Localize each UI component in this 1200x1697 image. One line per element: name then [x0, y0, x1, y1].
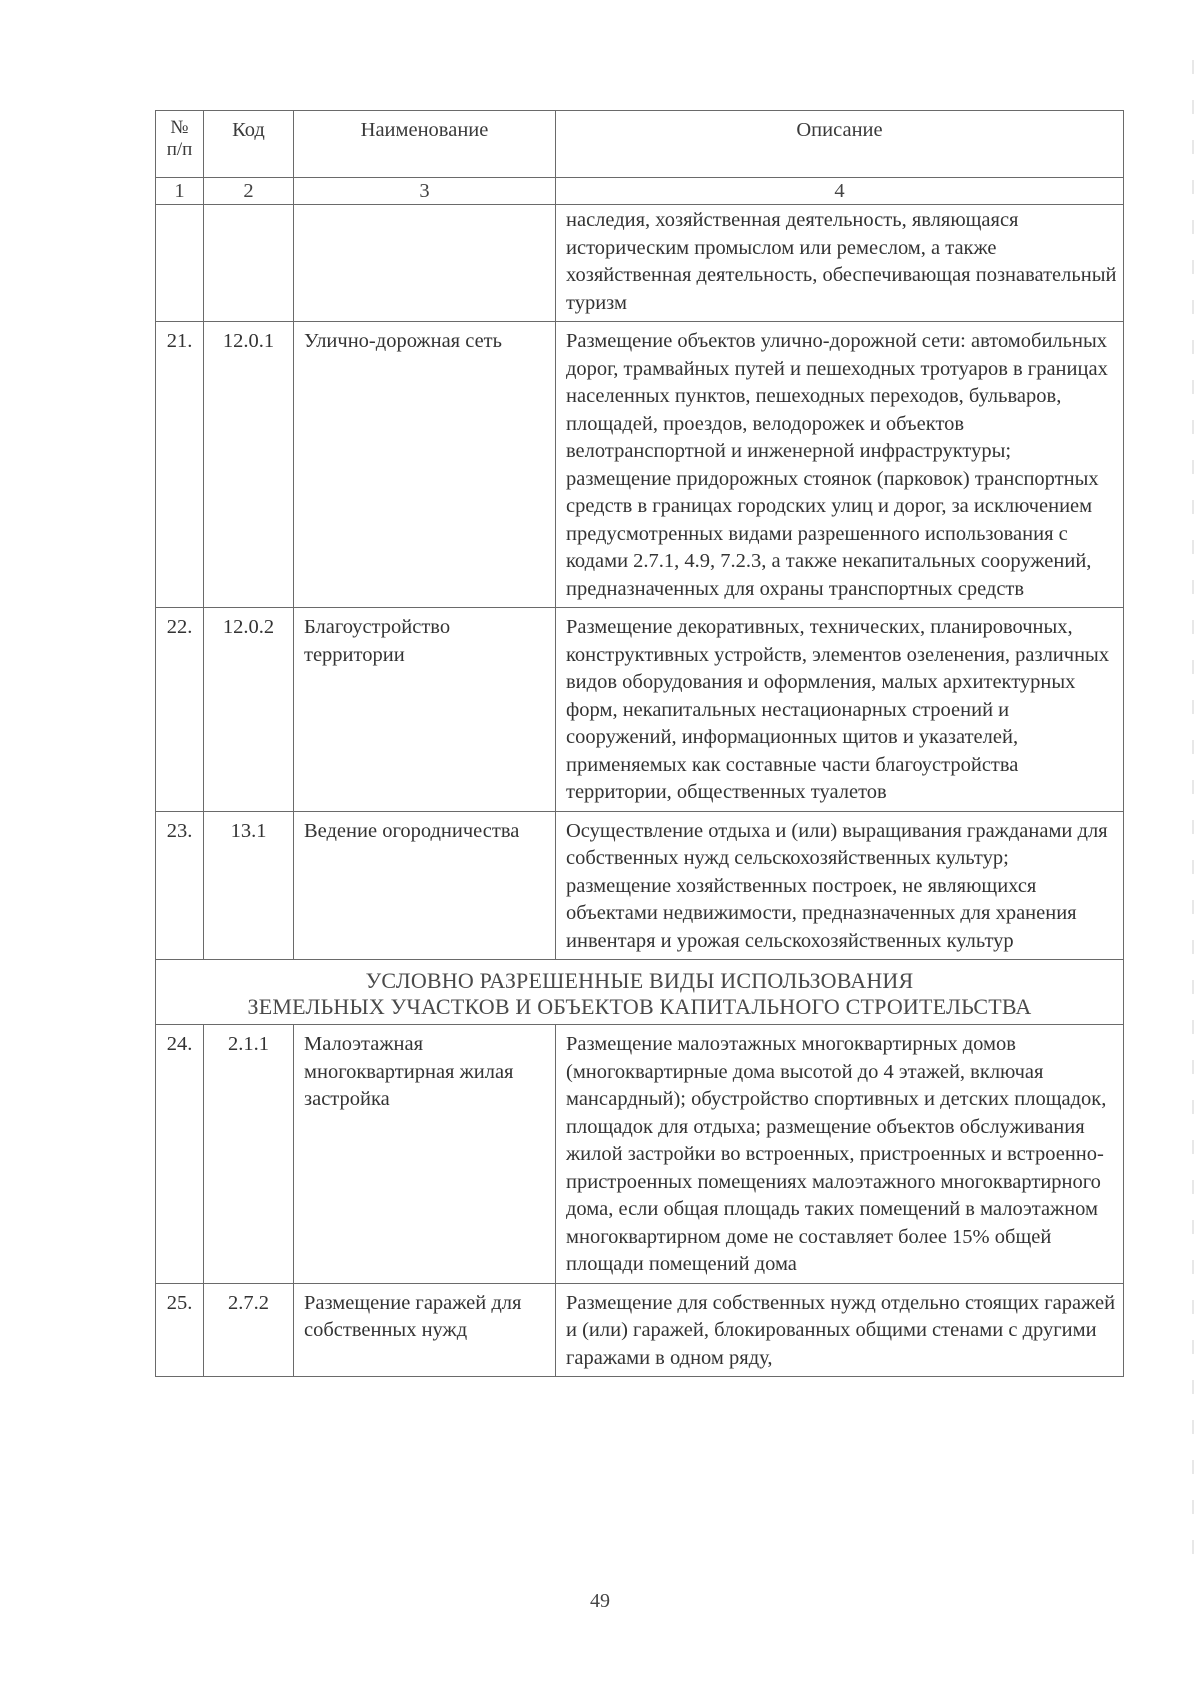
section-heading-row — [156, 960, 1124, 1025]
row-number: 24. — [156, 1025, 204, 1284]
header-code: Код — [204, 111, 294, 178]
row-code: 2.1.1 — [204, 1025, 294, 1284]
table-row — [156, 811, 1124, 960]
row-number: 23. — [156, 811, 204, 960]
row-code: 12.0.1 — [204, 322, 294, 608]
column-number: 3 — [294, 178, 556, 205]
column-number-row — [156, 178, 1124, 205]
column-number: 4 — [556, 178, 1124, 205]
row-description: Размещение для собственных нужд отдельно стоящих гаражей и (или) гаражей, блокированных общими стенами с другими гаражами в одном ряду, — [556, 1283, 1124, 1377]
section-heading-line2: ЗЕМЕЛЬНЫХ УЧАСТКОВ И ОБЪЕКТОВ КАПИТАЛЬНОГО СТРОИТЕЛЬСТВА — [247, 994, 1032, 1019]
row-code: 2.7.2 — [204, 1283, 294, 1377]
scan-edge-artifact — [1192, 60, 1194, 1560]
row-description: Размещение малоэтажных многоквартирных домов (многоквартирные дома высотой до 4 этажей, включая мансардный); обустройство спортивных и детских площадок, площадок для отдыха; размещение объектов обслуживания жилой застройки во встроенных, пристроенных и встроенно-пристроенных помещениях малоэтажного многоквартирного дома, если общая площадь таких помещений в малоэтажном многоквартирном доме не составляет более 15% общей площади помещений дома — [556, 1025, 1124, 1284]
header-name: Наименование — [294, 111, 556, 178]
row-name: Малоэтажная многоквартирная жилая застройка — [294, 1025, 556, 1284]
land-use-table — [155, 110, 1124, 1377]
header-num: № п/п — [156, 111, 204, 178]
page-number: 49 — [590, 1590, 610, 1612]
row-description: Размещение объектов улично-дорожной сети: автомобильных дорог, трамвайных путей и пешеходных тротуаров в границах населенных пунктов, пешеходных переходов, бульваров, площадей, проездов, велодорожек и объектов велотранспортной и инженерной инфраструктуры; размещение придорожных стоянок (парковок) транспортных средств в границах городских улиц и дорог, за исключением предусмотренных видами разрешенного использования с кодами 2.7.1, 4.9, 7.2.3, а также некапитальных сооружений, предназначенных для охраны транспортных средств — [556, 322, 1124, 608]
row-name: Ведение огородничества — [294, 811, 556, 960]
table-row-continuation — [156, 205, 1124, 322]
table-row — [156, 1025, 1124, 1284]
table-row — [156, 1283, 1124, 1377]
row-name: Размещение гаражей для собственных нужд — [294, 1283, 556, 1377]
row-description: наследия, хозяйственная деятельность, являющаяся историческим промыслом или ремеслом, а также хозяйственная деятельность, обеспечивающая познавательный туризм — [556, 205, 1124, 322]
row-name: Улично-дорожная сеть — [294, 322, 556, 608]
row-number: 22. — [156, 608, 204, 812]
row-code: 12.0.2 — [204, 608, 294, 812]
section-heading-line1: УСЛОВНО РАЗРЕШЕННЫЕ ВИДЫ ИСПОЛЬЗОВАНИЯ — [365, 968, 914, 993]
table-row — [156, 322, 1124, 608]
header-description: Описание — [556, 111, 1124, 178]
row-number: 21. — [156, 322, 204, 608]
table-header-row — [156, 111, 1124, 178]
row-name: Благоустройство территории — [294, 608, 556, 812]
row-description: Размещение декоративных, технических, планировочных, конструктивных устройств, элементов озеленения, различных видов оборудования и оформления, малых архитектурных форм, некапитальных нестационарных строений и сооружений, информационных щитов и указателей, применяемых как составные части благоустройства территории, общественных туалетов — [556, 608, 1124, 812]
section-heading — [156, 960, 1124, 1025]
column-number: 1 — [156, 178, 204, 205]
column-number: 2 — [204, 178, 294, 205]
row-number: 25. — [156, 1283, 204, 1377]
row-description: Осуществление отдыха и (или) выращивания гражданами для собственных нужд сельскохозяйственных культур; размещение хозяйственных построек, не являющихся объектами недвижимости, предназначенных для хранения инвентаря и урожая сельскохозяйственных культур — [556, 811, 1124, 960]
row-code: 13.1 — [204, 811, 294, 960]
table-row — [156, 608, 1124, 812]
